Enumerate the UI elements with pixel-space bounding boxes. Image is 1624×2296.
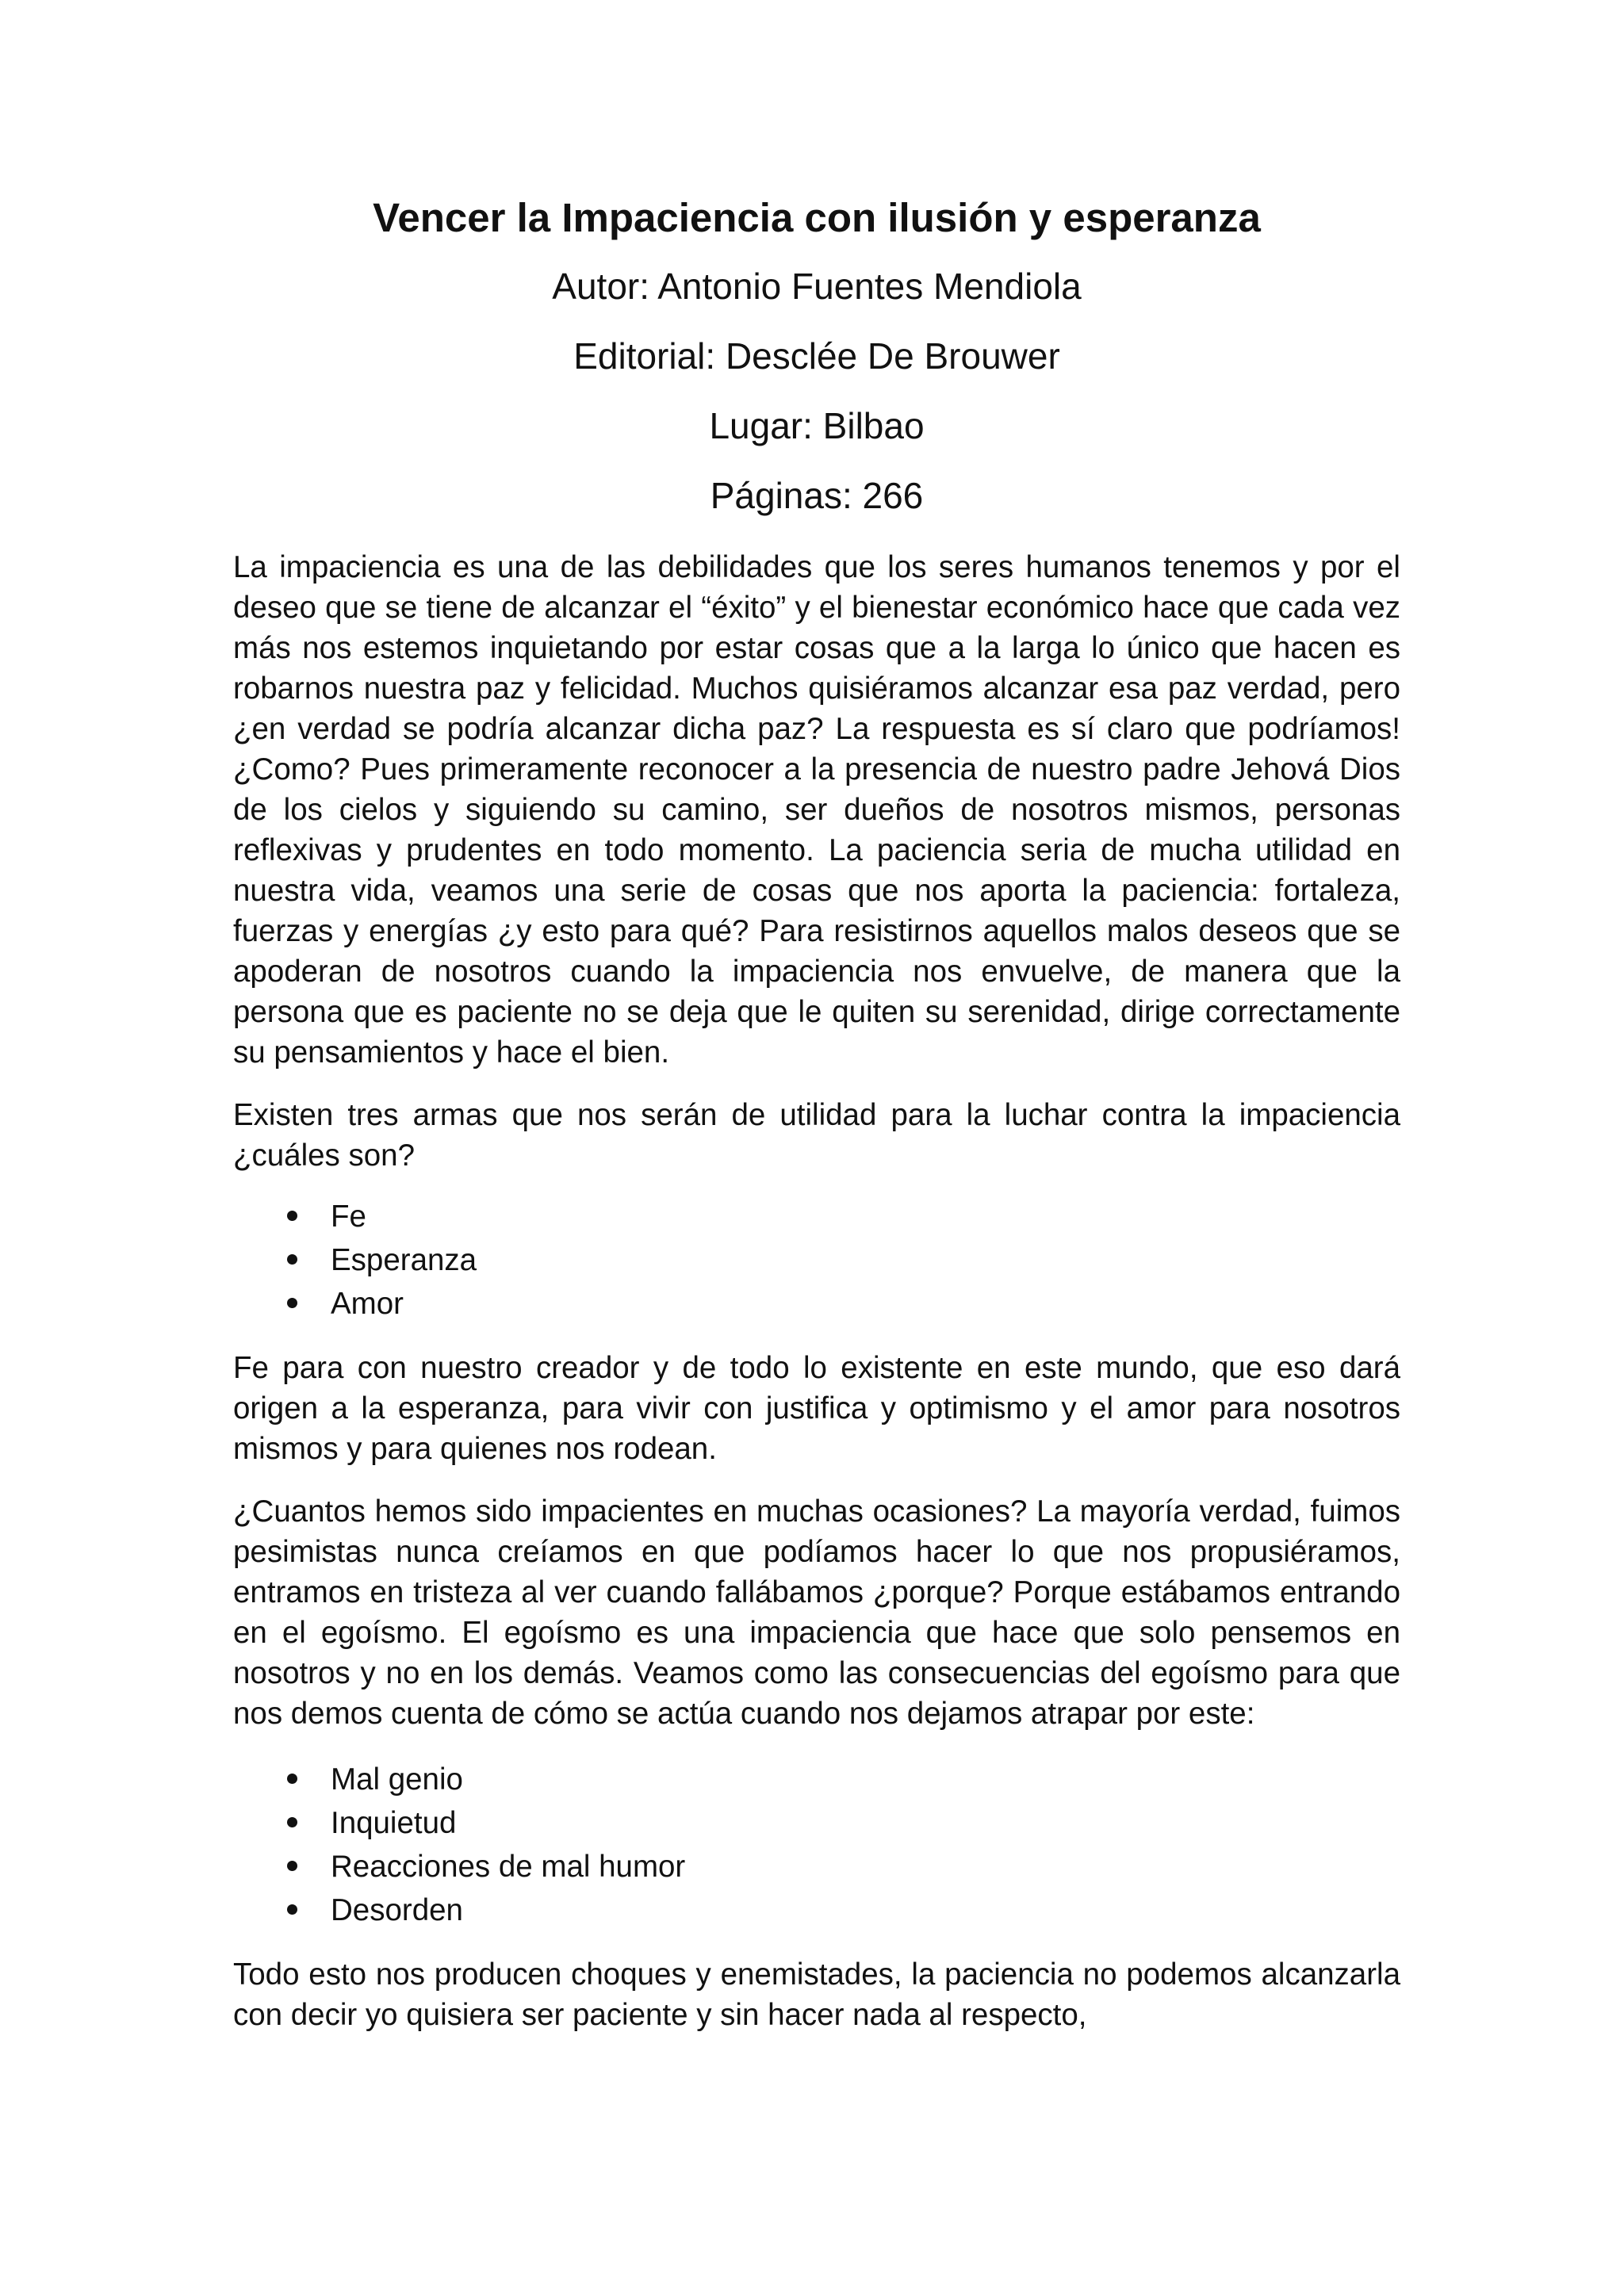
paragraph-closing: Todo esto nos producen choques y enemistades, la paciencia no podemos alcanzarla con decir yo quisiera ser paciente y sin hacer nada al respecto, — [233, 1957, 1400, 2032]
list-item — [233, 1195, 1400, 1238]
list-item — [233, 1801, 1400, 1845]
bullet-icon — [287, 1254, 297, 1265]
bullet-icon — [287, 1861, 297, 1871]
consequences-list — [233, 1758, 1400, 1932]
paragraph-egoism: ¿Cuantos hemos sido impacientes en muchas ocasiones? La mayoría verdad, fuimos pesimistas nunca creíamos en que podíamos hacer lo que nos propusiéramos, entramos en tristeza al ver cuando fallábamos ¿porque? Porque estábamos entrando en el egoísmo. El egoísmo es una impaciencia que hace que solo pensemos en nosotros y no en los demás. Veamos como las consecuencias del egoísmo para que nos demos cuenta de cómo se actúa cuando nos dejamos atrapar por este: — [233, 1494, 1400, 1731]
paragraph-three-weapons: Existen tres armas que nos serán de utilidad para la luchar contra la impaciencia ¿cuáles son? — [233, 1098, 1400, 1173]
list-item-label: Reacciones de mal humor — [331, 1850, 686, 1884]
bullet-icon — [287, 1817, 297, 1827]
bullet-icon — [287, 1298, 297, 1308]
weapons-list — [233, 1195, 1400, 1326]
bullet-icon — [287, 1211, 297, 1221]
document-page — [233, 187, 1400, 2035]
document-title: Vencer la Impaciencia con ilusión y esperanza — [373, 195, 1261, 240]
publisher-line: Editorial: Desclée De Brouwer — [573, 335, 1060, 377]
list-item-label: Desorden — [331, 1893, 463, 1927]
list-item — [233, 1758, 1400, 1801]
list-item-label: Fe — [331, 1200, 366, 1234]
book-metadata — [233, 255, 1400, 534]
list-item-label: Inquietud — [331, 1806, 457, 1840]
bullet-icon — [287, 1774, 297, 1784]
list-item — [233, 1282, 1400, 1326]
list-item — [233, 1888, 1400, 1932]
place-line: Lugar: Bilbao — [709, 405, 925, 446]
author-line: Autor: Antonio Fuentes Mendiola — [552, 266, 1082, 307]
paragraph-faith: Fe para con nuestro creador y de todo lo existente en este mundo, que eso dará origen a la esperanza, para vivir con justifica y optimismo y el amor para nosotros mismos y para quienes nos rodean. — [233, 1351, 1400, 1466]
list-item-label: Esperanza — [331, 1243, 477, 1277]
list-item — [233, 1845, 1400, 1888]
bullet-icon — [287, 1904, 297, 1915]
list-item-label: Amor — [331, 1287, 404, 1321]
list-item-label: Mal genio — [331, 1762, 463, 1797]
paragraph-intro: La impaciencia es una de las debilidades que los seres humanos tenemos y por el deseo que se tiene de alcanzar el “éxito” y el bienestar económico hace que cada vez más nos estemos inquietando por estar cosas que a la larga lo único que hacen es robarnos nuestra paz y felicidad. Muchos quisiéramos alcanzar esa paz verdad, pero ¿en verdad se podría alcanzar dicha paz? La respuesta es sí claro que podríamos! ¿Como? Pues primeramente reconocer a la presencia de nuestro padre Jehová Dios de los cielos y siguiendo su camino, ser dueños de nosotros mismos, personas reflexivas y prudentes en todo momento. La paciencia seria de mucha utilidad en nuestra vida, veamos una serie de cosas que nos aporta la paciencia: fortaleza, fuerzas y energías ¿y esto para qué? Para resistirnos aquellos malos deseos que se apoderan de nosotros cuando la impaciencia nos envuelve, de manera que la persona que es paciente no se deja que le quiten su serenidad, dirige correctamente su pensamientos y hace el bien. — [233, 550, 1400, 1070]
list-item — [233, 1238, 1400, 1282]
pages-line: Páginas: 266 — [710, 475, 924, 516]
